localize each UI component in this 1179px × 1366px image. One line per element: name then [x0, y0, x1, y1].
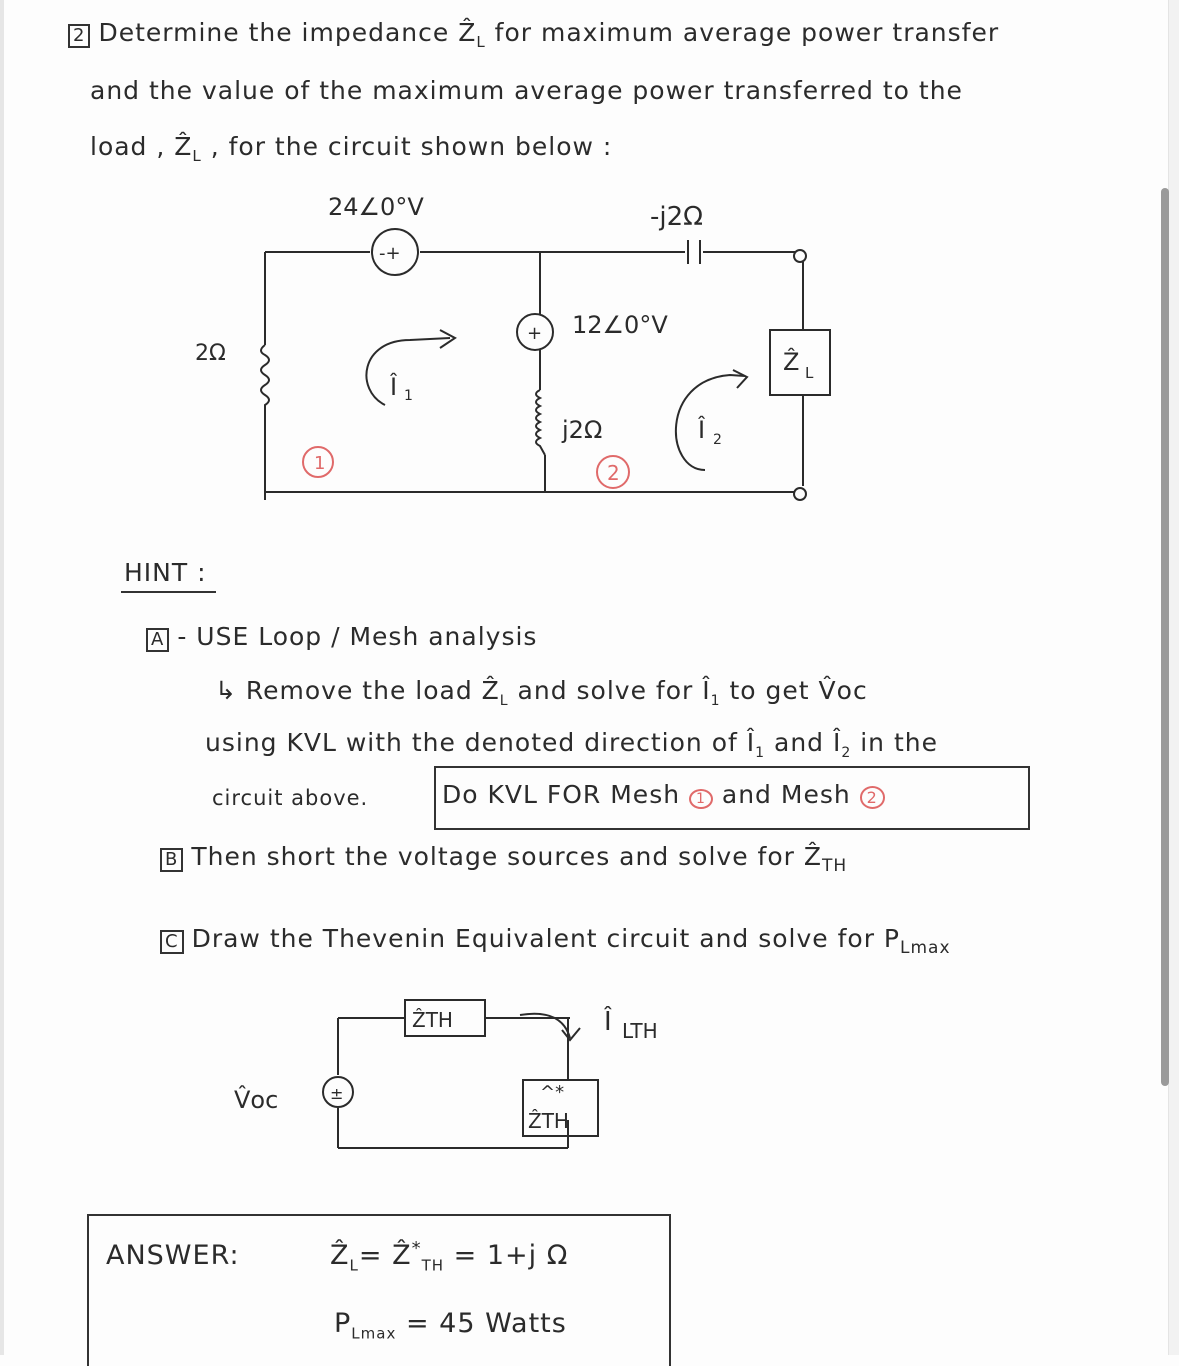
mesh2-tag: 2	[607, 461, 620, 485]
hint-b-sub: TH	[821, 856, 848, 876]
hint-a-line-1	[146, 622, 537, 652]
hint-c-text: Draw the Thevenin Equivalent circuit and solve for P	[191, 924, 901, 953]
problem-line-2: and the value of the maximum average power transferred to the	[90, 76, 963, 105]
answer-line-2	[334, 1308, 567, 1342]
problem-text-3a: load , Ẑ	[90, 132, 193, 161]
hint-a-text-1: - USE Loop / Mesh analysis	[177, 622, 538, 651]
problem-text-1-sub: L	[476, 33, 486, 51]
load-box	[770, 330, 830, 395]
resistor-2ohm	[261, 345, 269, 410]
source2-label: 12∠0°V	[572, 311, 668, 339]
hint-a-line-3	[205, 728, 938, 761]
hint-b-text: Then short the voltage sources and solve for Ẑ	[191, 842, 822, 871]
answer-line-1	[330, 1238, 568, 1274]
hint-a-text-3b-sub: 2	[841, 745, 852, 761]
hint-a-text-3a: using KVL with the denoted direction of Î	[205, 728, 756, 757]
hint-a-text-2a-sub: L	[499, 693, 509, 709]
answer-value-1: = 1+j Ω	[453, 1240, 569, 1271]
terminal-top	[794, 250, 806, 262]
answer-value-2: = 45 Watts	[405, 1308, 567, 1339]
scrollbar-thumb[interactable]	[1161, 188, 1169, 1086]
load-sub: L	[805, 364, 814, 382]
hint-underline	[121, 591, 216, 593]
hint-a-text-2b: and solve for Î	[517, 676, 711, 705]
terminal-bottom	[794, 488, 806, 500]
mesh1-current: Î	[390, 373, 398, 401]
hint-c-label: C	[160, 930, 184, 954]
scroll-track[interactable]	[1168, 0, 1179, 1355]
hint-a-label: A	[146, 628, 169, 652]
hint-a-text-3c: in the	[860, 728, 938, 757]
hint-a-line-2	[215, 676, 868, 709]
load-label: Ẑ	[783, 348, 800, 376]
hint-a-box-text-2: and Mesh	[721, 780, 851, 809]
source2-polarity: +	[527, 323, 543, 344]
hint-a-line-4: circuit above.	[212, 786, 369, 810]
mesh2-current-sub: 2	[713, 432, 722, 448]
hint-a-text-3b: and Î	[774, 728, 842, 757]
mesh2-arc	[676, 375, 745, 470]
hint-title: HINT :	[124, 558, 207, 587]
zth-label: ẐTH	[412, 1008, 453, 1032]
problem-text-3-sub: L	[192, 147, 202, 165]
hint-b-line	[160, 842, 847, 876]
circuit-diagram	[0, 0, 1160, 560]
mesh1-current-sub: 1	[404, 388, 413, 404]
answer-zth-star: *	[411, 1238, 422, 1259]
hint-a-box-text-1: Do KVL FOR Mesh	[442, 780, 681, 809]
hint-a-text-2b-sub: 1	[710, 693, 721, 709]
answer-zth: = Ẑ	[358, 1240, 412, 1271]
hint-c-sub: Lmax	[900, 938, 951, 958]
hint-b-label: B	[160, 848, 183, 872]
inductor-label: j2Ω	[562, 416, 603, 444]
hint-c-line	[160, 924, 951, 958]
problem-text-1a: Determine the impedance Ẑ	[98, 18, 477, 47]
hint-a-box-text	[442, 780, 885, 809]
source1-polarity: -+	[379, 243, 401, 264]
hint-a-text-2a: ↳ Remove the load Ẑ	[215, 676, 500, 705]
capacitor-label: -j2Ω	[650, 202, 704, 232]
answer-zth-sub: TH	[421, 1256, 445, 1275]
answer-box	[87, 1214, 671, 1366]
voc-source-sign: ±	[330, 1084, 344, 1103]
zth-conj-star: ^*	[540, 1082, 565, 1103]
answer-label: ANSWER:	[106, 1240, 240, 1271]
answer-zl-sub: L	[349, 1256, 359, 1275]
hint-a-box-mesh1: 1	[689, 789, 713, 809]
problem-text-3c: , for the circuit shown below :	[210, 132, 613, 161]
problem-text-1c: for maximum average power transfer	[494, 18, 1000, 47]
resistor-label: 2Ω	[195, 341, 226, 366]
answer-p-sub: Lmax	[351, 1324, 397, 1343]
zth-conj-label: ẐTH	[528, 1109, 569, 1133]
answer-zl: Ẑ	[330, 1240, 350, 1271]
thevenin-circuit	[0, 980, 760, 1180]
mesh1-tag: 1	[314, 453, 326, 474]
voc-label: V̂oc	[234, 1086, 279, 1114]
answer-p: P	[334, 1308, 352, 1339]
inductor-j2	[536, 390, 545, 455]
problem-number: 2	[68, 24, 90, 48]
hint-a-text-3a-sub: 1	[755, 745, 766, 761]
ilth-sub: LTH	[622, 1019, 658, 1043]
hint-a-text-2c: to get V̂oc	[729, 676, 868, 705]
mesh2-current: Î	[698, 416, 706, 444]
source1-label: 24∠0°V	[328, 193, 424, 221]
hint-a-box-mesh2: 2	[860, 786, 885, 809]
ilth-label: Î	[604, 1007, 612, 1037]
